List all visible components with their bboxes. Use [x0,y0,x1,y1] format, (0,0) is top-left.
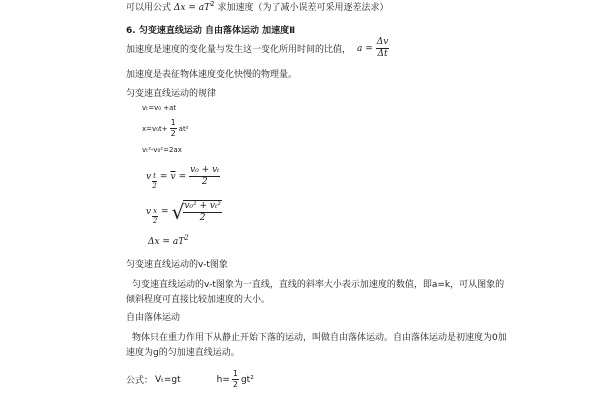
freefall-formula-height-num: 1 [232,369,238,378]
formula-successive-diff-main: Δx = aT [148,237,185,247]
definition-formula-denominator: Δt [377,49,388,59]
formula-mid-time-num: v₀ + vₜ [190,165,220,175]
formula-mid-pos-v: v [146,206,152,217]
freefall-formula [126,370,254,389]
formula-mid-time-eq2: = [178,171,187,182]
formula-mid-time-v: v [146,171,152,182]
freefall-line1: 物体只在重力作用下从静止开始下落的运动，叫做自由落体运动。自由落体运动是初速度为0加 [132,333,507,343]
formula-displacement-left: x=v₀t+ [142,124,168,133]
sqrt-icon: √ [171,199,185,224]
formula-mid-pos-sub-num: x [153,207,158,215]
definition-formula-lhs: a = [357,43,373,54]
definition-formula-fraction [376,38,390,59]
formula-mid-pos-sub-den: 2 [152,217,158,225]
formula-mid-position-velocity [146,198,222,225]
formula-successive-difference [148,234,189,247]
formula-mid-time-fraction [189,166,220,187]
vt-graph-heading: 匀变速直线运动的v-t图象 [126,260,228,270]
formula-mid-pos-subscript [152,208,158,225]
top-line [126,0,388,13]
formula-mid-pos-eq: = [161,206,169,217]
freefall-formula-height-right: gt² [240,374,254,385]
freefall-formula-label: 公式： [126,376,154,386]
top-line-exponent: 2 [210,0,215,8]
top-line-suffix: 求加速度（为了减小误差可采用逐差法求） [217,3,389,13]
formula-mid-time-subscript [152,173,157,190]
formula-mid-pos-den: 2 [199,213,206,223]
formula-displacement [142,119,189,138]
formula-mid-time-sub-num: t [153,172,156,180]
freefall-formula-height-left: h= [216,374,230,385]
formula-mid-time-vbar: $\overline{v}$ [170,171,176,182]
section-heading [126,23,295,36]
formula-mid-time-velocity [146,163,220,190]
top-line-formula: Δx = aT [173,3,211,13]
freefall-formula-velocity: Vₜ=gt [155,374,181,385]
formula-displacement-num: 1 [170,118,176,127]
formula-displacement-fraction [170,119,177,138]
vt-paragraph-line2: 倾斜程度可直接比较加速度的大小。 [126,295,271,305]
formula-displacement-right: at² [178,124,189,133]
formula-mid-pos-num: v₀² + vₜ² [184,201,221,211]
formula-displacement-den: 2 [170,129,176,138]
section-number: 6. [126,26,136,36]
definition-text: 加速度是速度的变化量与发生这一变化所用时间的比值， [126,45,352,55]
section-title: 匀变速直线运动 自由落体运动 加速度Ⅱ [138,26,296,36]
top-line-prefix: 可以用公式 [126,3,172,13]
acceleration-meaning: 加速度是表征物体速度变化快慢的物理量。 [126,70,298,80]
formula-mid-time-den: 2 [201,177,208,187]
formula-successive-diff-exp: 2 [184,234,189,242]
vt-paragraph-line1: 匀变速直线运动的v-t图象为一直线，直线的斜率大小表示加速度的数值，即a=k，可从图象的 [132,280,505,290]
formula-velocity-time: vₜ=v₀ +at [142,104,177,112]
freefall-formula-height-den: 2 [232,380,238,389]
formula-mid-pos-fraction [183,200,221,223]
freefall-heading: 自由落体运动 [126,313,181,323]
formula-velocity-squared: vₜ²-v₀²=2ax [142,146,182,154]
freefall-formula-height-fraction [232,370,239,389]
formula-mid-time-eq: = [159,171,168,182]
laws-heading: 匀变速直线运动的规律 [126,89,217,99]
definition-formula-numerator: Δv [376,37,389,47]
formula-mid-time-sub-den: 2 [152,182,157,190]
acceleration-definition [126,38,389,59]
freefall-line2: 速度为g的匀加速直线运动。 [126,348,240,358]
